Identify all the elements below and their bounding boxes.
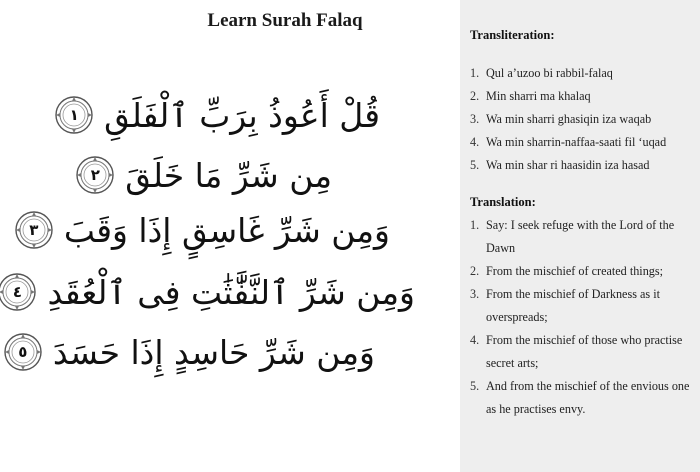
list-text: From the mischief of created things;	[486, 264, 664, 278]
ayah-end-medallion-icon	[54, 95, 94, 135]
list-text: From the mischief of Darkness as it overspreads;	[486, 287, 660, 324]
list-text: Wa min sharrin-naffaa-saati fil ‘uqad	[486, 135, 667, 149]
transliteration-heading: Transliteration:	[470, 28, 555, 42]
list-number: 5.	[470, 158, 480, 172]
verse-arabic-text: مِن شَرِّ مَا خَلَقَ	[125, 155, 332, 195]
page-title: Learn Surah Falaq	[207, 10, 363, 31]
list-number: 2.	[470, 89, 480, 103]
list-item	[470, 108, 696, 131]
list-number: 3.	[470, 287, 480, 301]
verse-arabic-text: قُلْ أَعُوذُ بِرَبِّ ٱلْفَلَقِ	[104, 95, 380, 135]
transliteration-list	[470, 62, 696, 177]
verse-row	[14, 210, 390, 250]
list-text: And from the mischief of the envious one as he practises envy.	[486, 379, 690, 416]
translation-heading: Translation:	[470, 195, 536, 209]
ayah-end-medallion-icon	[14, 210, 54, 250]
verse-row	[0, 272, 415, 312]
list-text: From the mischief of those who practise secret arts;	[486, 333, 683, 370]
list-item	[470, 131, 696, 154]
list-number: 4.	[470, 135, 480, 149]
list-number: 5.	[470, 379, 480, 393]
list-text: Qul a’uzoo bi rabbil-falaq	[486, 66, 613, 80]
list-item	[470, 260, 696, 283]
verse-arabic-text: وَمِن شَرِّ حَاسِدٍ إِذَا حَسَدَ	[52, 332, 375, 372]
list-text: Wa min sharri ghasiqin iza waqab	[486, 112, 652, 126]
verse-number: ٢	[90, 166, 100, 184]
list-item	[470, 214, 696, 260]
verse-arabic-text: وَمِن شَرِّ ٱلنَّفَّٰثَٰتِ فِى ٱلْعُقَدِ	[47, 272, 415, 312]
list-number: 3.	[470, 112, 480, 126]
verse-row	[54, 95, 380, 135]
list-item	[470, 154, 696, 177]
verse-number: ٤	[12, 283, 23, 301]
verse-row	[3, 332, 375, 372]
list-text: Say: I seek refuge with the Lord of the Dawn	[486, 218, 675, 255]
list-number: 2.	[470, 264, 480, 278]
list-number: 4.	[470, 333, 480, 347]
list-number: 1.	[470, 218, 480, 232]
verse-number: ٣	[29, 221, 39, 239]
ayah-end-medallion-icon	[0, 272, 37, 312]
verse-row	[75, 155, 332, 195]
list-item	[470, 62, 696, 85]
verse-arabic-text: وَمِن شَرِّ غَاسِقٍ إِذَا وَقَبَ	[63, 210, 390, 250]
list-text: Wa min shar ri haasidin iza hasad	[486, 158, 650, 172]
verse-number: ١	[69, 106, 79, 124]
list-number: 1.	[470, 66, 480, 80]
ayah-end-medallion-icon	[3, 332, 43, 372]
list-text: Min sharri ma khalaq	[486, 89, 591, 103]
translation-list	[470, 214, 696, 421]
list-item	[470, 283, 696, 329]
list-item	[470, 329, 696, 375]
list-item	[470, 375, 696, 421]
list-item	[470, 85, 696, 108]
verse-number: ٥	[18, 343, 28, 361]
ayah-end-medallion-icon	[75, 155, 115, 195]
